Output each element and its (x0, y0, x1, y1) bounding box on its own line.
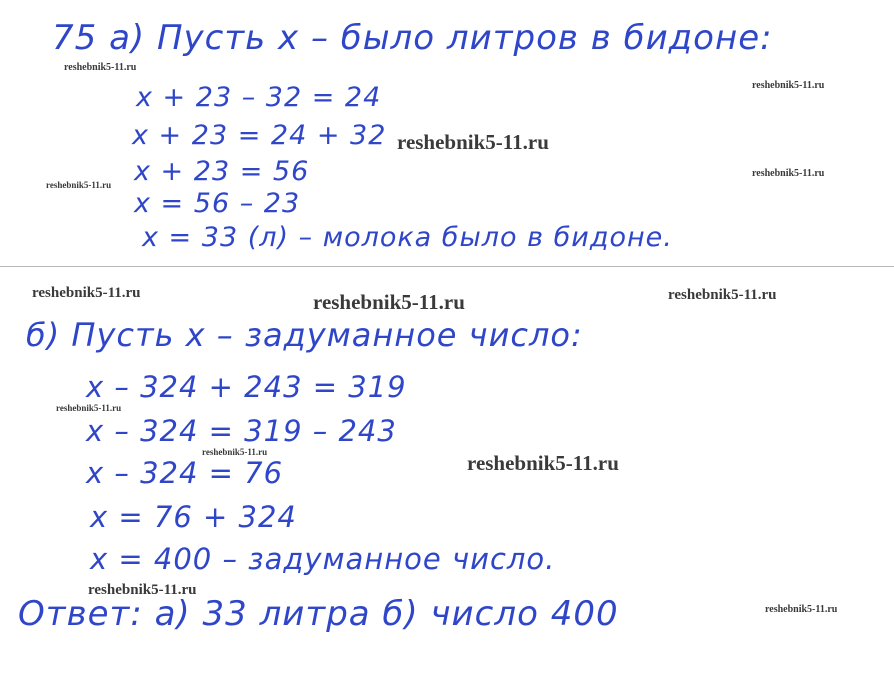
part-b-line: x – 324 = 319 – 243 (86, 414, 397, 448)
part-a-line: x + 23 = 24 + 32 (132, 120, 387, 151)
section-divider (0, 266, 894, 267)
part-b-line: x – 324 = 76 (86, 456, 284, 490)
watermark: reshebnik5-11.ru (88, 582, 197, 598)
part-a-line: x = 33 (л) – молока было в бидоне. (142, 222, 673, 253)
watermark: reshebnik5-11.ru (56, 403, 122, 413)
watermark: reshebnik5-11.ru (752, 80, 825, 91)
part-a-line: x = 56 – 23 (134, 188, 301, 219)
part-b-line: x = 76 + 324 (90, 500, 297, 534)
watermark: reshebnik5-11.ru (668, 287, 777, 303)
watermark: reshebnik5-11.ru (765, 604, 838, 615)
part-a-line: x + 23 = 56 (134, 156, 310, 187)
part-b-line: x = 400 – задуманное число. (90, 542, 556, 576)
watermark: reshebnik5-11.ru (397, 130, 549, 154)
watermark: reshebnik5-11.ru (313, 290, 465, 314)
watermark: reshebnik5-11.ru (46, 180, 112, 190)
part-b-heading: б) Пусть x – задуманное число: (26, 316, 583, 354)
watermark: reshebnik5-11.ru (752, 168, 825, 179)
watermark: reshebnik5-11.ru (64, 62, 137, 73)
part-a-heading: 75 а) Пусть x – было литров в бидоне: (52, 18, 773, 58)
part-b-line: x – 324 + 243 = 319 (86, 370, 407, 404)
watermark: reshebnik5-11.ru (202, 447, 268, 457)
answer-line: Ответ: а) 33 литра б) число 400 (18, 594, 619, 634)
watermark: reshebnik5-11.ru (32, 285, 141, 301)
watermark: reshebnik5-11.ru (467, 451, 619, 475)
part-a-line: x + 23 – 32 = 24 (136, 82, 382, 113)
